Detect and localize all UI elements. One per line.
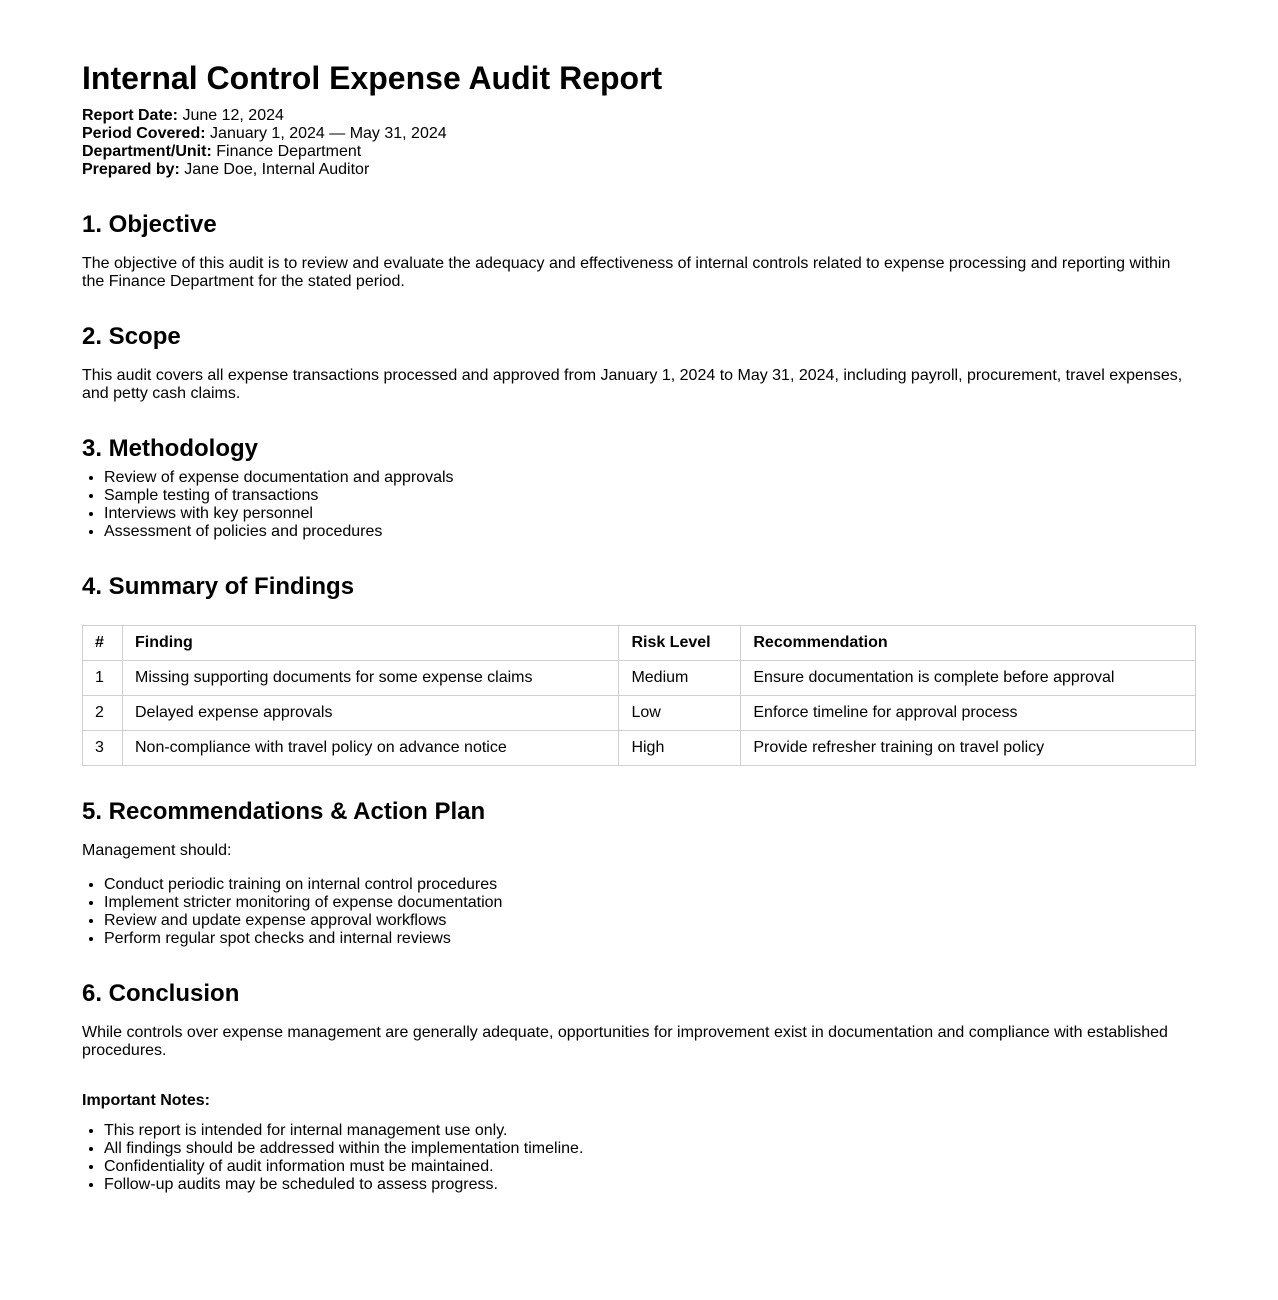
meta-report-date-value: June 12, 2024: [182, 107, 284, 124]
cell-finding: Delayed expense approvals: [122, 696, 618, 731]
notes-title: Important Notes:: [82, 1092, 210, 1109]
important-notes: [82, 1092, 1196, 1194]
table-row: [83, 731, 1196, 766]
conclusion-heading: 6. Conclusion: [82, 980, 240, 1007]
list-item: • Review of expense documentation and approvals: [104, 469, 1196, 487]
findings-table: [82, 625, 1196, 766]
meta-period: [82, 125, 1196, 143]
scope-text: This audit covers all expense transactions processed and approved from January 1, 2024 to May 31, 2024, including payroll, procurement, travel expenses, and petty cash claims.: [82, 367, 1183, 402]
meta-report-date-label: Report Date:: [82, 107, 179, 124]
table-row: [83, 696, 1196, 731]
list-item: • Assessment of policies and procedures: [104, 523, 1196, 541]
meta-prepared-by: [82, 161, 1196, 179]
list-item: • Confidentiality of audit information must be maintained.: [104, 1158, 1196, 1176]
recommendations-list: [82, 876, 1196, 948]
list-item: • Sample testing of transactions: [104, 487, 1196, 505]
list-item: • Perform regular spot checks and internal reviews: [104, 930, 1196, 948]
column-header-risk-level: Risk Level: [619, 626, 741, 661]
meta-prepared-value: Jane Doe, Internal Auditor: [184, 161, 370, 178]
cell-recommendation: Ensure documentation is complete before approval: [741, 661, 1196, 696]
list-item: • All findings should be addressed within the implementation timeline.: [104, 1140, 1196, 1158]
cell-risk-level: High: [619, 731, 741, 766]
cell-finding: Missing supporting documents for some expense claims: [122, 661, 618, 696]
objective-heading: 1. Objective: [82, 211, 217, 238]
table-row: [83, 661, 1196, 696]
objective-section: [82, 211, 1196, 291]
meta-period-value: January 1, 2024 — May 31, 2024: [210, 125, 447, 142]
cell-number: 3: [83, 731, 123, 766]
cell-recommendation: Enforce timeline for approval process: [741, 696, 1196, 731]
meta-department-label: Department/Unit:: [82, 143, 212, 160]
meta-report-date: [82, 107, 1196, 125]
cell-finding: Non-compliance with travel policy on advance notice: [122, 731, 618, 766]
report-meta: [82, 107, 1196, 179]
list-item: • Interviews with key personnel: [104, 505, 1196, 523]
report-page: [82, 58, 1196, 1194]
cell-risk-level: Medium: [619, 661, 741, 696]
findings-heading: 4. Summary of Findings: [82, 573, 355, 600]
methodology-list: [82, 469, 1196, 541]
recommendations-section: [82, 798, 1196, 948]
methodology-heading: 3. Methodology: [82, 435, 258, 462]
methodology-section: [82, 435, 1196, 541]
meta-department-value: Finance Department: [216, 143, 362, 160]
objective-text: The objective of this audit is to review and evaluate the adequacy and effectiveness of internal controls related to expense processing and reporting within the Finance Department for the stated period.: [82, 255, 1171, 290]
scope-section: [82, 323, 1196, 403]
table-header-row: [83, 626, 1196, 661]
meta-department: [82, 143, 1196, 161]
cell-recommendation: Provide refresher training on travel policy: [741, 731, 1196, 766]
conclusion-text: While controls over expense management are generally adequate, opportunities for improvement exist in documentation and compliance with established procedures.: [82, 1024, 1168, 1059]
meta-prepared-label: Prepared by:: [82, 161, 180, 178]
column-header-finding: Finding: [122, 626, 618, 661]
notes-list: [82, 1122, 1196, 1194]
list-item: • Conduct periodic training on internal control procedures: [104, 876, 1196, 894]
column-header-recommendation: Recommendation: [741, 626, 1196, 661]
list-item: • Review and update expense approval workflows: [104, 912, 1196, 930]
conclusion-section: [82, 980, 1196, 1060]
cell-number: 1: [83, 661, 123, 696]
column-header-number: #: [83, 626, 123, 661]
cell-risk-level: Low: [619, 696, 741, 731]
recommendations-intro: Management should:: [82, 842, 232, 859]
cell-number: 2: [83, 696, 123, 731]
list-item: • Implement stricter monitoring of expense documentation: [104, 894, 1196, 912]
scope-heading: 2. Scope: [82, 323, 181, 350]
list-item: • Follow-up audits may be scheduled to assess progress.: [104, 1176, 1196, 1194]
recommendations-heading: 5. Recommendations & Action Plan: [82, 798, 486, 825]
list-item: • This report is intended for internal management use only.: [104, 1122, 1196, 1140]
page-title: Internal Control Expense Audit Report: [82, 60, 663, 96]
findings-section: [82, 573, 1196, 766]
meta-period-label: Period Covered:: [82, 125, 206, 142]
